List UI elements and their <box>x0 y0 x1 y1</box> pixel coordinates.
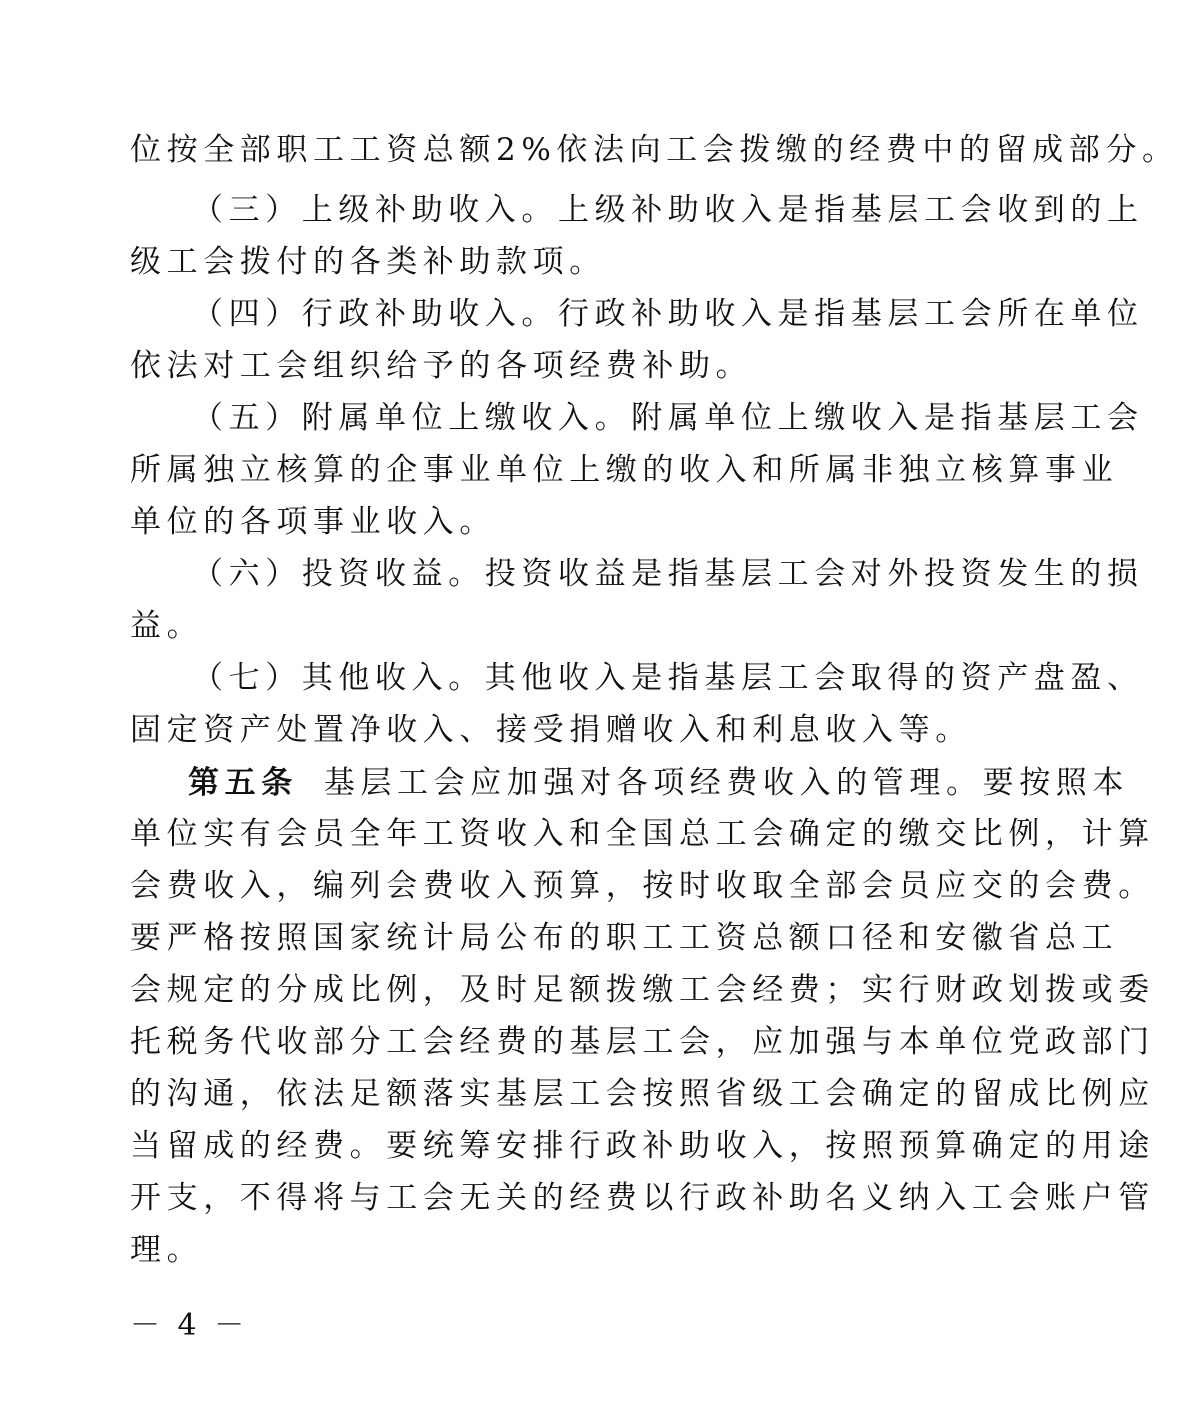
text-line: （三）上级补助收入。上级补助收入是指基层工会收到的上 <box>192 192 1144 228</box>
text-line: 开支，不得将与工会无关的经费以行政补助名义纳入工会账户管 <box>130 1180 1155 1216</box>
text-line: （四）行政补助收入。行政补助收入是指基层工会所在单位 <box>192 296 1144 332</box>
page-number: － 4 － <box>130 1308 249 1343</box>
text-line: （七）其他收入。其他收入是指基层工会取得的资产盘盈、 <box>192 660 1144 696</box>
text-line: 益。 <box>130 608 204 644</box>
text-line: 会规定的分成比例，及时足额拨缴工会经费；实行财政划拨或委 <box>130 972 1155 1008</box>
text-line: 会费收入，编列会费收入预算，按时收取全部会员应交的会费。 <box>130 868 1155 904</box>
article-line <box>188 763 1129 803</box>
text-line: （六）投资收益。投资收益是指基层工会对外投资发生的损 <box>192 556 1144 592</box>
text-line: 位按全部职工工资总额2%依法向工会拨缴的经费中的留成部分。 <box>130 132 1179 168</box>
text-line: 当留成的经费。要统筹安排行政补助收入，按照预算确定的用途 <box>130 1128 1155 1164</box>
text-line: 单位实有会员全年工资收入和全国总工会确定的缴交比例，计算 <box>130 816 1155 852</box>
text-line: 的沟通，依法足额落实基层工会按照省级工会确定的留成比例应 <box>130 1076 1155 1112</box>
article-text: 基层工会应加强对各项经费收入的管理。要按照本 <box>323 765 1130 801</box>
text-line: 依法对工会组织给予的各项经费补助。 <box>130 348 753 384</box>
article-label: 第五条 <box>188 765 298 801</box>
text-line: 理。 <box>130 1232 204 1268</box>
text-line: 所属独立核算的企事业单位上缴的收入和所属非独立核算事业 <box>130 452 1119 488</box>
text-line: 托税务代收部分工会经费的基层工会，应加强与本单位党政部门 <box>130 1024 1155 1060</box>
text-line: 级工会拨付的各类补助款项。 <box>130 244 606 280</box>
text-line: 单位的各项事业收入。 <box>130 504 496 540</box>
text-line: 固定资产处置净收入、接受捐赠收入和利息收入等。 <box>130 712 972 748</box>
text-line: （五）附属单位上缴收入。附属单位上缴收入是指基层工会 <box>192 400 1144 436</box>
text-line: 要严格按照国家统计局公布的职工工资总额口径和安徽省总工 <box>130 920 1119 956</box>
